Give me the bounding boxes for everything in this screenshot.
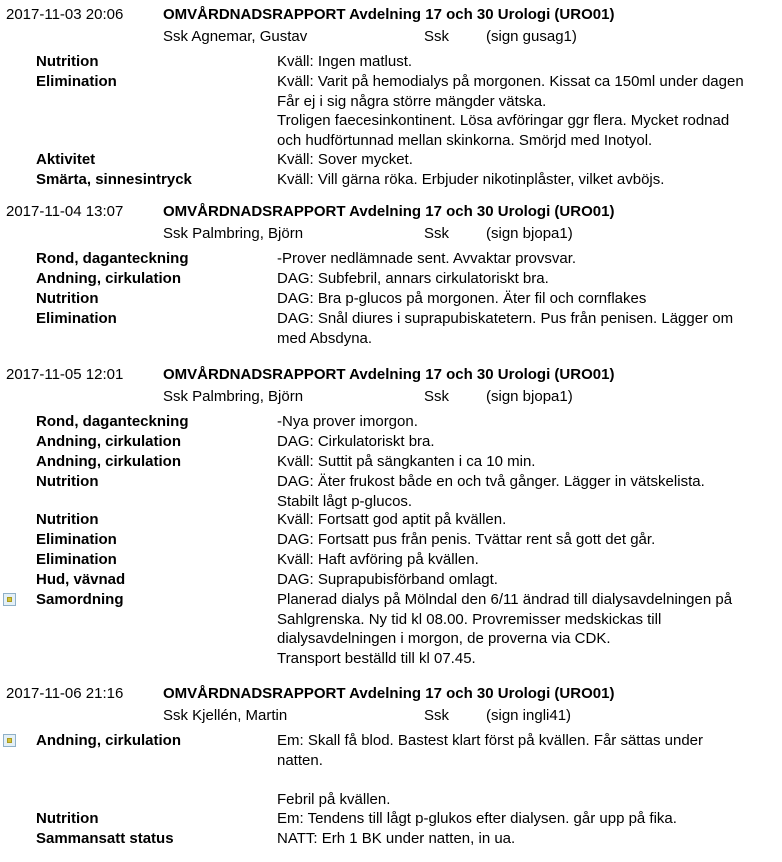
entry-text-line: -Prover nedlämnade sent. Avvaktar provsvar.	[277, 250, 577, 267]
nurse-sign: (sign gusag1)	[486, 28, 577, 45]
entry-text-line: DAG: Subfebril, annars cirkulatoriskt bra.	[277, 270, 549, 287]
journal-entry	[0, 510, 782, 530]
entry-text-line: Febril på kvällen.	[277, 790, 391, 808]
entry-text	[277, 590, 782, 668]
entry-text-line: och hudförtunnad mellan skinkorna. Smörjd med Inotyol.	[277, 131, 653, 149]
nurse-name: Ssk Kjellén, Martin	[163, 707, 288, 724]
entry-text	[277, 432, 782, 452]
entry-text-line: Kväll: Vill gärna röka. Erbjuder nikotinplåster, vilket avböjs.	[277, 171, 665, 188]
entry-term: Andning, cirkulation	[36, 732, 181, 749]
entry-text-line: DAG: Snål diures i suprapubiskatetern. Pus från penisen. Lägger om	[277, 310, 734, 327]
entry-term: Nutrition	[36, 511, 99, 528]
entry-term: Elimination	[36, 551, 117, 568]
entry-term: Nutrition	[36, 473, 99, 490]
entry-text-line: Kväll: Haft avföring på kvällen.	[277, 551, 479, 568]
nurse-role: Ssk	[424, 225, 450, 242]
report-header	[0, 360, 782, 404]
journal-entry	[0, 452, 782, 472]
entry-text	[277, 510, 782, 530]
journal-entry	[0, 570, 782, 590]
report-block	[0, 360, 782, 667]
nurse-sign: (sign bjopa1)	[486, 225, 573, 242]
entry-text-line: Kväll: Sover mycket.	[277, 151, 413, 168]
nurse-role: Ssk	[424, 707, 450, 724]
entry-text-line: Får ej i sig några större mängder vätska.	[277, 92, 547, 110]
nurse-name: Ssk Palmbring, Björn	[163, 225, 304, 242]
entry-text-line: Em: Skall få blod. Bastest klart först på kvällen. Får sättas under	[277, 732, 704, 749]
report-title: OMVÅRDNADSRAPPORT Avdelning 17 och 30 Urologi (URO01)	[163, 6, 615, 23]
entry-term: Nutrition	[36, 53, 99, 70]
journal-entry	[0, 412, 782, 432]
entry-term: Sammansatt status	[36, 830, 174, 847]
report-block	[0, 0, 782, 188]
journal-entry	[0, 432, 782, 452]
entry-text-line: natten.	[277, 751, 323, 769]
note-marker-icon[interactable]	[3, 734, 16, 747]
report-block	[0, 679, 782, 847]
journal-entry	[0, 170, 782, 190]
entry-term: Rond, daganteckning	[36, 250, 189, 267]
journal-entry	[0, 269, 782, 289]
journal-entry	[0, 249, 782, 269]
entry-text	[277, 570, 782, 590]
entry-term: Andning, cirkulation	[36, 453, 181, 470]
entry-text	[277, 550, 782, 570]
entry-term: Aktivitet	[36, 151, 96, 168]
entry-text	[277, 249, 782, 269]
report-title: OMVÅRDNADSRAPPORT Avdelning 17 och 30 Urologi (URO01)	[163, 203, 615, 220]
entry-term: Nutrition	[36, 290, 99, 307]
report-block	[0, 197, 782, 347]
entry-text-line: Kväll: Fortsatt god aptit på kvällen.	[277, 511, 507, 528]
entry-text	[277, 452, 782, 472]
entry-text-line: med Absdyna.	[277, 329, 373, 347]
nurse-sign: (sign ingli41)	[486, 707, 572, 724]
nurse-name: Ssk Palmbring, Björn	[163, 388, 304, 405]
report-header	[0, 197, 782, 241]
entry-text-line	[277, 770, 782, 790]
journal-entry	[0, 289, 782, 309]
entry-text-line: NATT: Erh 1 BK under natten, in ua.	[277, 830, 516, 847]
report-title: OMVÅRDNADSRAPPORT Avdelning 17 och 30 Urologi (URO01)	[163, 685, 615, 702]
journal-entry	[0, 550, 782, 570]
entry-term: Elimination	[36, 310, 117, 327]
entry-text-line: Kväll: Varit på hemodialys på morgonen. Kissat ca 150ml under dagen	[277, 73, 744, 90]
entry-text-line: -Nya prover imorgon.	[277, 413, 418, 430]
entry-text	[277, 52, 782, 72]
entry-text	[277, 170, 782, 190]
entry-term: Andning, cirkulation	[36, 433, 181, 450]
entry-term: Elimination	[36, 531, 117, 548]
entry-text-line: Stabilt lågt p-glucos.	[277, 492, 413, 510]
journal-entry	[0, 309, 782, 348]
journal-entry	[0, 731, 782, 809]
report-date: 2017-11-04 13:07	[6, 203, 124, 220]
entry-text	[277, 269, 782, 289]
nurse-sign: (sign bjopa1)	[486, 388, 573, 405]
note-marker-icon[interactable]	[3, 593, 16, 606]
entry-term: Samordning	[36, 591, 124, 608]
entry-text-line: Troligen faecesinkontinent. Lösa avföringar ggr flera. Mycket rodnad	[277, 112, 730, 129]
entry-text-line: Kväll: Suttit på sängkanten i ca 10 min.	[277, 453, 536, 470]
journal-entry	[0, 52, 782, 72]
journal-entry	[0, 829, 782, 849]
entry-text	[277, 72, 782, 150]
journal-entry	[0, 72, 782, 150]
entry-text	[277, 309, 782, 348]
entry-text-line: Planerad dialys på Mölndal den 6/11 ändrad till dialysavdelningen på	[277, 591, 733, 608]
report-header	[0, 679, 782, 723]
nurse-name: Ssk Agnemar, Gustav	[163, 28, 308, 45]
report-title: OMVÅRDNADSRAPPORT Avdelning 17 och 30 Urologi (URO01)	[163, 366, 615, 383]
journal-entry	[0, 530, 782, 550]
nurse-role: Ssk	[424, 388, 450, 405]
entry-term: Rond, daganteckning	[36, 413, 189, 430]
report-date: 2017-11-05 12:01	[6, 366, 124, 383]
entry-text	[277, 530, 782, 550]
report-date: 2017-11-03 20:06	[6, 6, 124, 23]
nurse-role: Ssk	[424, 28, 450, 45]
entry-text-line: Em: Tendens till lågt p-glukos efter dialysen. går upp på fika.	[277, 810, 677, 827]
entry-term: Hud, vävnad	[36, 571, 126, 588]
journal-entry	[0, 590, 782, 668]
entry-term: Smärta, sinnesintryck	[36, 171, 192, 188]
entry-text	[277, 829, 782, 849]
entry-text-line: Sahlgrenska. Ny tid kl 08.00. Provremisser medskickas till	[277, 610, 662, 628]
report-date: 2017-11-06 21:16	[6, 685, 124, 702]
entry-term: Elimination	[36, 73, 117, 90]
entry-text-line: DAG: Äter frukost både en och två gånger. Lägger in vätskelista.	[277, 473, 705, 490]
journal-entry	[0, 150, 782, 170]
entry-text-line: DAG: Fortsatt pus från penis. Tvättar rent så gott det går.	[277, 531, 656, 548]
entry-text-line: Kväll: Ingen matlust.	[277, 53, 413, 70]
entry-text	[277, 731, 782, 809]
entry-text-line: DAG: Suprapubisförband omlagt.	[277, 571, 498, 588]
journal-entry	[0, 472, 782, 511]
entry-text	[277, 809, 782, 829]
entry-text-line: DAG: Bra p-glucos på morgonen. Äter fil och cornflakes	[277, 290, 647, 307]
entry-text	[277, 289, 782, 309]
entry-text	[277, 412, 782, 432]
entry-text	[277, 472, 782, 511]
entry-text-line: Transport beställd till kl 07.45.	[277, 649, 476, 667]
entry-term: Andning, cirkulation	[36, 270, 181, 287]
journal-entry	[0, 809, 782, 829]
entry-text	[277, 150, 782, 170]
entry-term: Nutrition	[36, 810, 99, 827]
entry-text-line: dialysavdelningen i morgon, de proverna via CDK.	[277, 630, 611, 647]
report-header	[0, 0, 782, 44]
entry-text-line: DAG: Cirkulatoriskt bra.	[277, 433, 435, 450]
